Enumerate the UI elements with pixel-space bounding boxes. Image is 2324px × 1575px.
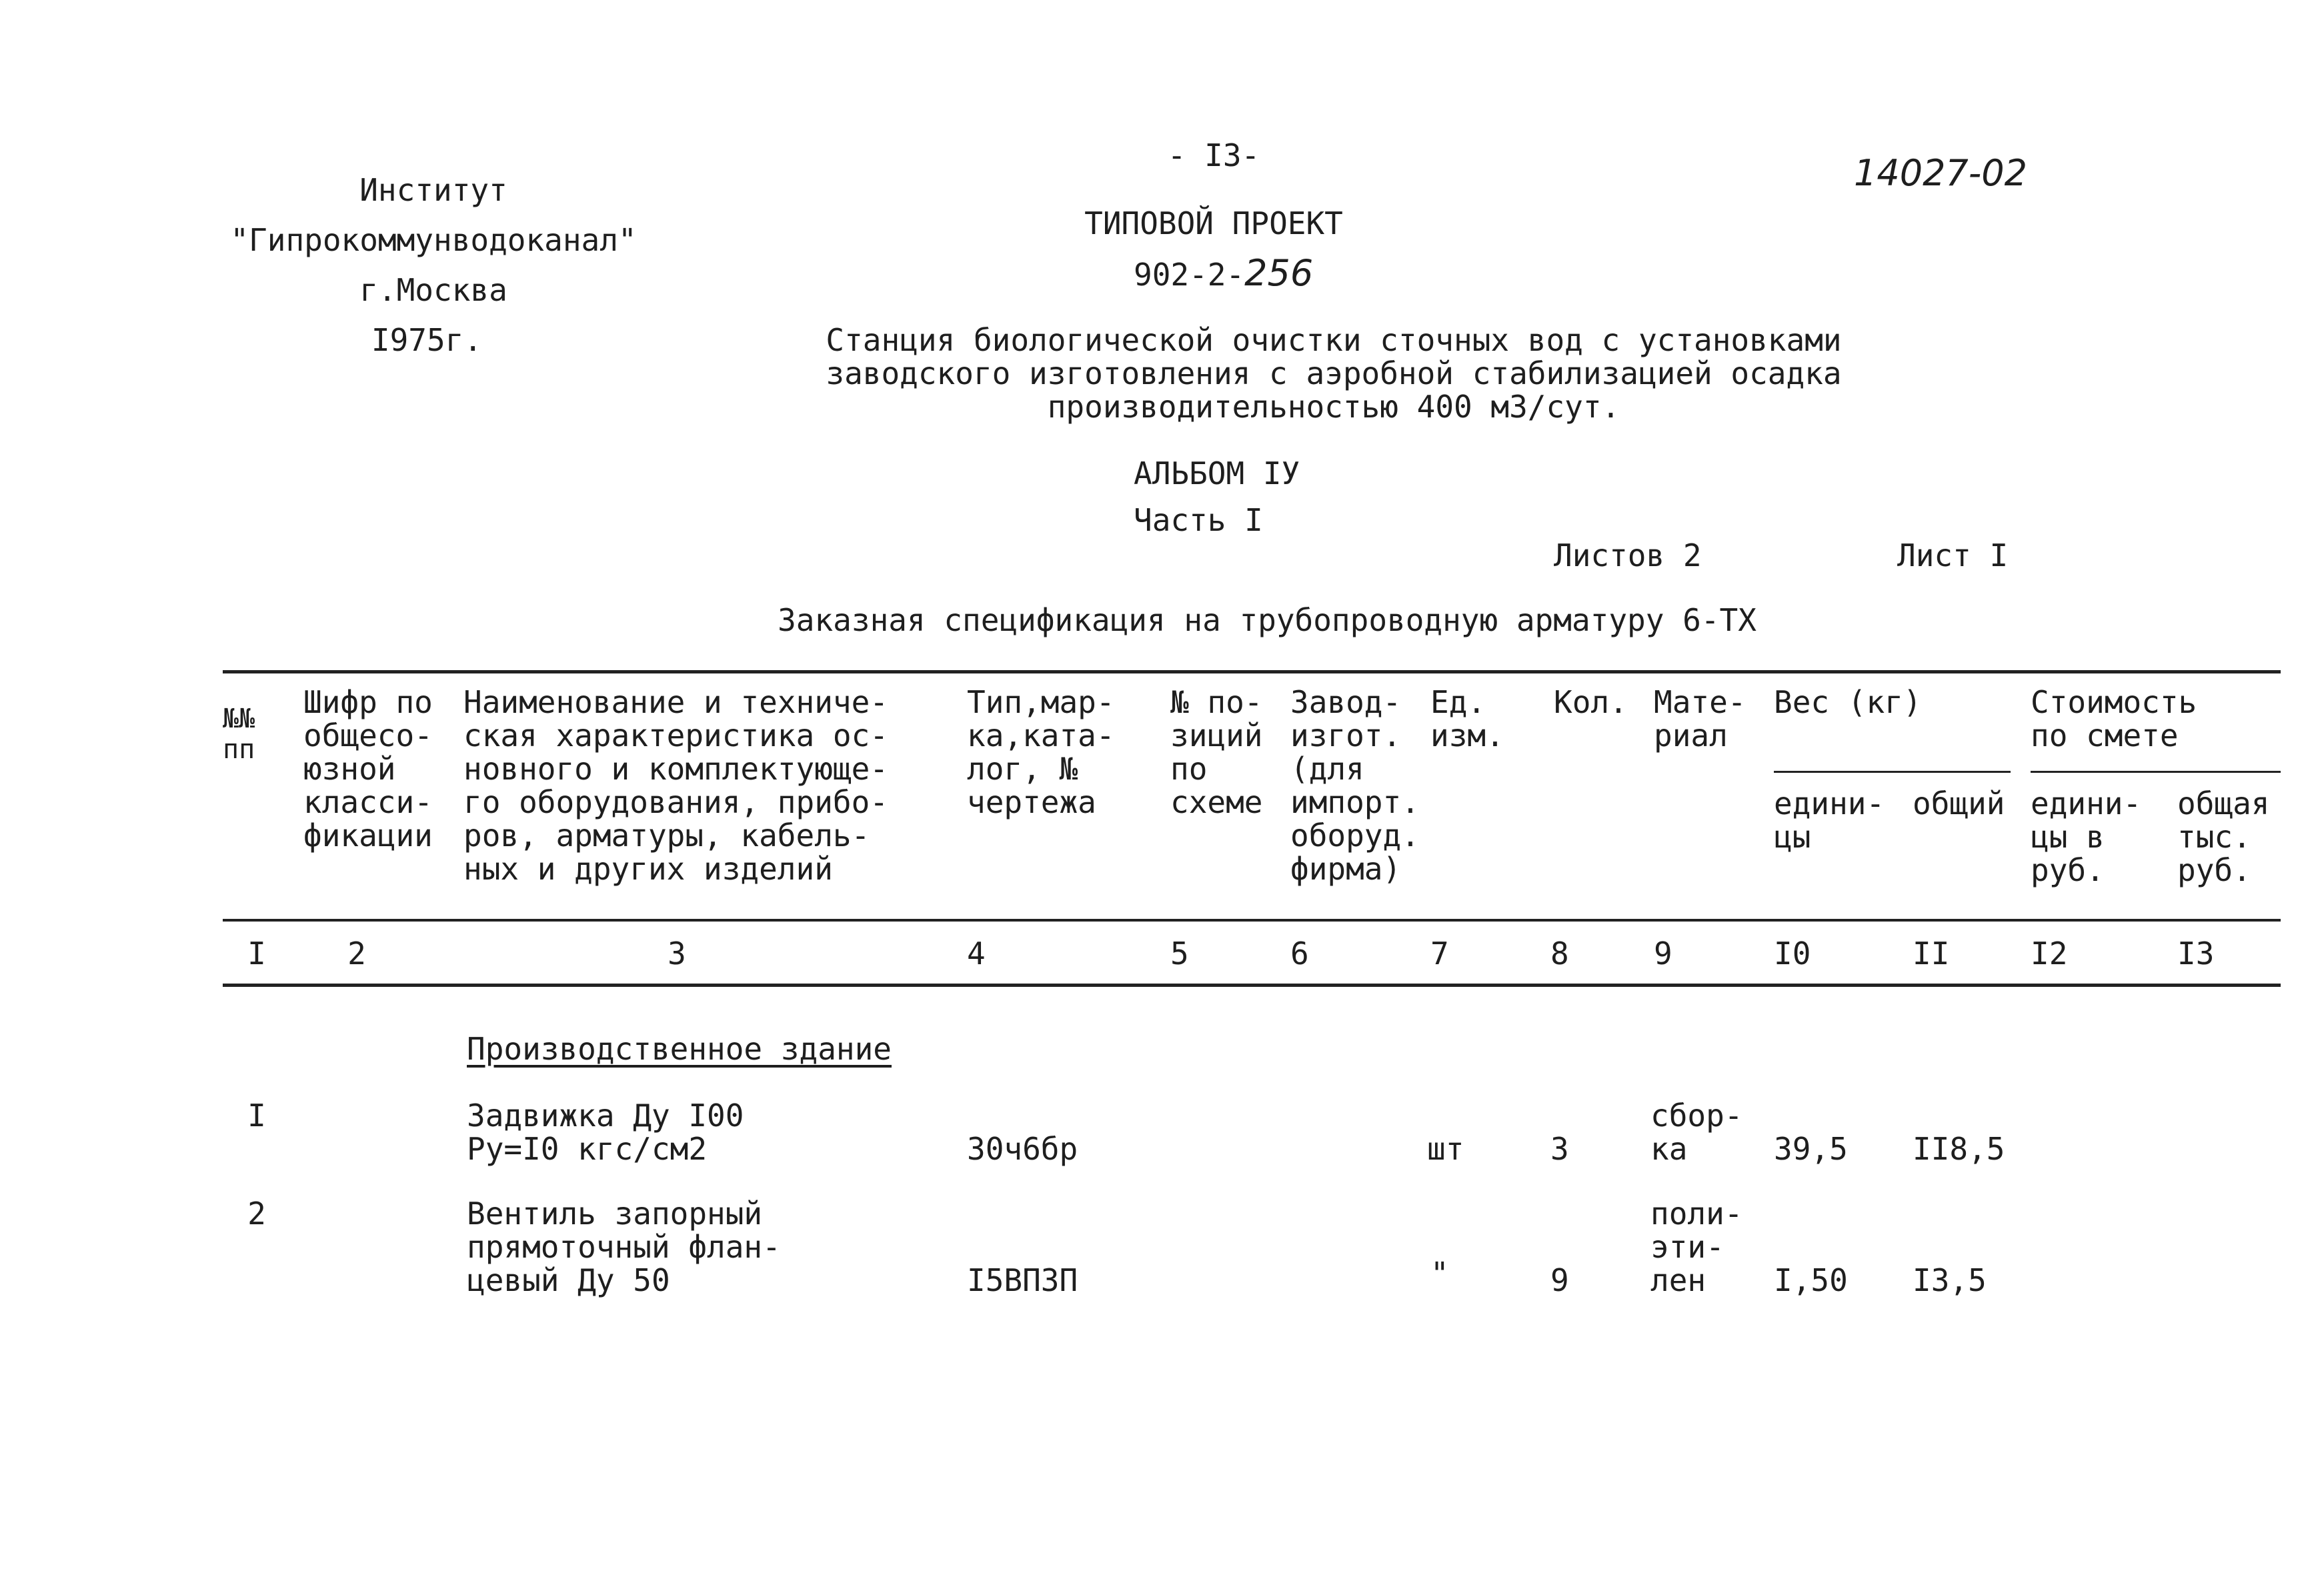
row-type: I5ВП3П (967, 1262, 1078, 1298)
header-cost: Стоимость по смете (2031, 684, 2197, 753)
title-line-1: Станция биологической очистки сточных вод с установками (826, 322, 1842, 358)
table-header-rule (223, 919, 2281, 922)
header-weight-total: общий (1913, 785, 2005, 822)
project-label: ТИПОВОЙ ПРОЕКТ (1084, 205, 1343, 241)
header-classification: Шифр по общесо- юзной класси- фикации (303, 684, 433, 854)
weight-subheader-rule (1774, 771, 2011, 773)
row-weight-unit: 39,5 (1774, 1131, 1848, 1167)
project-code-printed: 902-2- (1134, 257, 1245, 293)
colnum-12: I2 (2031, 936, 2068, 972)
row-weight-total: II8,5 (1913, 1131, 2005, 1167)
header-position: № по- зиций по схеме (1170, 684, 1263, 820)
header-cost-total: общая тыс. руб. (2177, 785, 2270, 888)
header-unit: Ед. изм. (1430, 684, 1504, 753)
project-code-handwritten: 256 (1244, 252, 1314, 294)
institute-line-3: г.Москва (359, 272, 507, 308)
header-weight-unit: едини- цы (1774, 785, 1885, 855)
row-name: Вентиль запорный прямоточный флан- цевый Ду 50 (467, 1196, 781, 1298)
header-num: №№ пп (223, 703, 255, 765)
section-heading: Производственное здание (467, 1031, 892, 1067)
sheets-total: Листов 2 (1554, 537, 1702, 573)
table-colnum-rule (223, 984, 2281, 987)
header-name: Наименование и техниче- ская характеристика ос- новного и комплектующе- го оборудования, прибо- ров, арматуры, кабель- ных и других изделий (463, 684, 888, 887)
page-number: - I3- (1167, 137, 1260, 173)
header-quantity: Кол. (1554, 684, 1628, 720)
colnum-2: 2 (347, 936, 366, 972)
header-type: Тип,мар- ка,ката- лог, № чертежа (967, 684, 1115, 820)
title-line-2: заводского изготовления с аэробной стабилизацией осадка (826, 355, 1842, 391)
institute-line-2: "Гипрокоммунводоканал" (230, 222, 637, 258)
row-number: I (247, 1098, 266, 1134)
row-weight-total: I3,5 (1913, 1262, 1987, 1298)
row-quantity: 3 (1550, 1131, 1569, 1167)
colnum-9: 9 (1654, 936, 1672, 972)
colnum-1: I (247, 936, 266, 972)
row-quantity: 9 (1550, 1262, 1569, 1298)
colnum-7: 7 (1430, 936, 1449, 972)
colnum-6: 6 (1290, 936, 1309, 972)
cost-subheader-rule (2031, 771, 2281, 773)
title-line-3: производительностью 400 м3/сут. (1047, 389, 1620, 425)
row-name: Задвижка Ду I00 Ру=I0 кгс/см2 (467, 1098, 744, 1167)
row-type: 30ч6бр (967, 1131, 1078, 1167)
header-material: Мате- риал (1654, 684, 1747, 753)
project-code (1134, 252, 1314, 294)
spec-title: Заказная спецификация на трубопроводную арматуру 6-ТХ (778, 602, 1757, 638)
header-cost-unit: едини- цы в руб. (2031, 785, 2142, 888)
institute-line-1: Институт (359, 172, 507, 208)
album-label: АЛЬБОМ IУ (1134, 455, 1300, 491)
colnum-3: 3 (668, 936, 686, 972)
row-number: 2 (247, 1196, 266, 1232)
handwritten-stamp: 14027-02 (1854, 152, 2027, 194)
colnum-8: 8 (1550, 936, 1569, 972)
row-material: поли- эти- лен (1650, 1196, 1743, 1298)
header-manufacturer: Завод- изгот. (для импорт. оборуд. фирма) (1290, 684, 1420, 887)
row-material: сбор- ка (1650, 1098, 1743, 1167)
row-unit: " (1430, 1256, 1449, 1292)
header-weight: Вес (кг) (1774, 684, 1922, 720)
colnum-13: I3 (2177, 936, 2215, 972)
colnum-4: 4 (967, 936, 986, 972)
row-weight-unit: I,50 (1774, 1262, 1848, 1298)
institute-year: I975г. (371, 322, 483, 358)
table-top-rule (223, 670, 2281, 673)
sheet-current: Лист I (1897, 537, 2009, 573)
colnum-5: 5 (1170, 936, 1189, 972)
part-label: Часть I (1134, 502, 1263, 538)
colnum-10: I0 (1774, 936, 1811, 972)
row-unit: шт (1427, 1131, 1464, 1167)
colnum-11: II (1913, 936, 1950, 972)
